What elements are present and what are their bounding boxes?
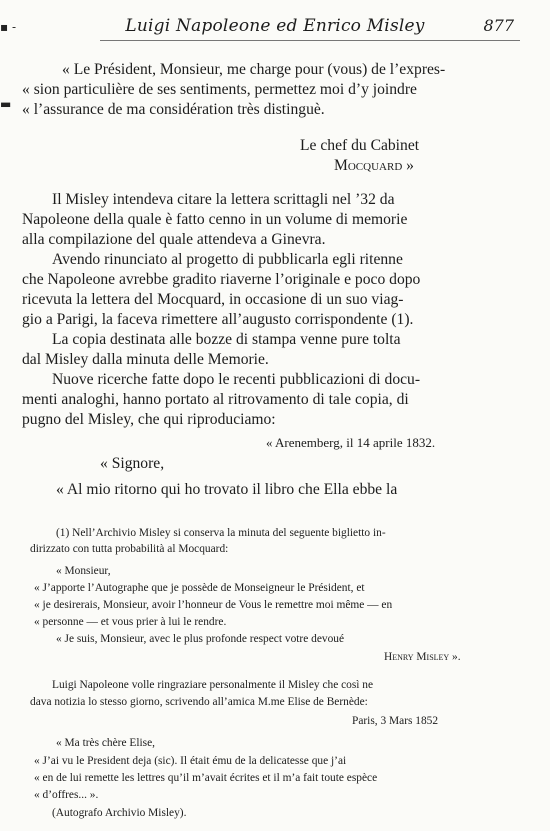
footnote-line: « je desirerais, Monsieur, avoir l’honneur de Vous le remettre moi même — en [34, 599, 393, 611]
footnote-line: Luigi Napoleone volle ringraziare personalmente il Misley che così ne [52, 679, 374, 691]
margin-mark: ▬ [0, 97, 12, 111]
letter-salutation: « Signore, [100, 455, 165, 472]
footnote-source: (Autografo Archivio Misley). [52, 807, 187, 819]
footnote-line: dirizzato con tutta probabilità al Mocquard: [30, 543, 229, 555]
running-title: Luigi Napoleone ed Enrico Misley [125, 16, 425, 36]
body-line: « Al mio ritorno qui ho trovato il libro che Ella ebbe la [56, 481, 398, 498]
letter-closing-line: « Le Président, Monsieur, me charge pour (vous) de l’expres- [62, 61, 446, 78]
margin-mark: ▪ - [0, 20, 17, 34]
body-line: Avendo rinunciato al progetto di pubblicarla egli ritenne [52, 251, 403, 268]
letter-closing-line: « l’assurance de ma considération très distinguè. [22, 101, 325, 118]
body-line: Il Misley intendeva citare la lettera scrittagli nel ’32 da [52, 191, 395, 208]
page-number: 877 [483, 16, 514, 35]
footnote-line: « personne — et vous prier à lui le rendre. [34, 616, 227, 628]
body-line: Napoleone della quale è fatto cenno in un volume di memorie [22, 211, 408, 228]
body-line: La copia destinata alle bozze di stampa venne pure tolta [52, 331, 401, 348]
body-line: gio a Parigi, la faceva rimettere all’augusto corrispondente (1). [22, 311, 414, 328]
body-line: pugno del Misley, che qui riproduciamo: [22, 411, 276, 428]
footnote-line: « J’apporte l’Autographe que je possède de Monseigneur le Président, et [34, 582, 365, 594]
running-header [0, 16, 550, 38]
letter-dateline: « Arenemberg, il 14 aprile 1832. [266, 435, 436, 450]
body-line: alla compilazione del quale attendeva a Ginevra. [22, 231, 326, 248]
body-line: che Napoleone avrebbe gradito riaverne l’originale e poco dopo [22, 271, 421, 288]
footnote-line: (1) Nell’Archivio Misley si conserva la minuta del seguente biglietto in- [56, 527, 386, 539]
signature-name: Mocquard » [334, 157, 414, 174]
body-line: ricevuta la lettera del Mocquard, in occasione di un suo viag- [22, 291, 404, 308]
footnote-dateline: Paris, 3 Mars 1852 [352, 715, 439, 727]
footnote-line: « Monsieur, [56, 565, 111, 577]
footnote-line: « en de lui remette les lettres qu’il m’avait écrites et il m’a fait toute espèce [34, 772, 378, 784]
footnote-signature: Henry Misley ». [384, 651, 461, 663]
signature-role: Le chef du Cabinet [300, 137, 420, 154]
body-line: menti analoghi, hanno portato al ritrovamento di tale copia, di [22, 391, 409, 408]
footnote-line: « J’ai vu le President deja (sic). Il était ému de la delicatesse que j’ai [34, 755, 347, 767]
letter-closing-line: « sion particulière de ses sentiments, permettez moi d’y joindre [22, 81, 417, 98]
body-line: dal Misley dalla minuta delle Memorie. [22, 351, 269, 368]
body-line: Nuove ricerche fatte dopo le recenti pubblicazioni di docu- [52, 371, 421, 388]
footnote-line: dava notizia lo stesso giorno, scrivendo all’amica M.me Elise de Bernède: [30, 696, 368, 708]
footnote-line: « d’offres... ». [34, 789, 99, 801]
header-rule [100, 40, 520, 41]
footnote-line: « Ma très chère Elise, [56, 737, 155, 749]
footnote-line: « Je suis, Monsieur, avec le plus profonde respect votre devoué [56, 633, 345, 645]
